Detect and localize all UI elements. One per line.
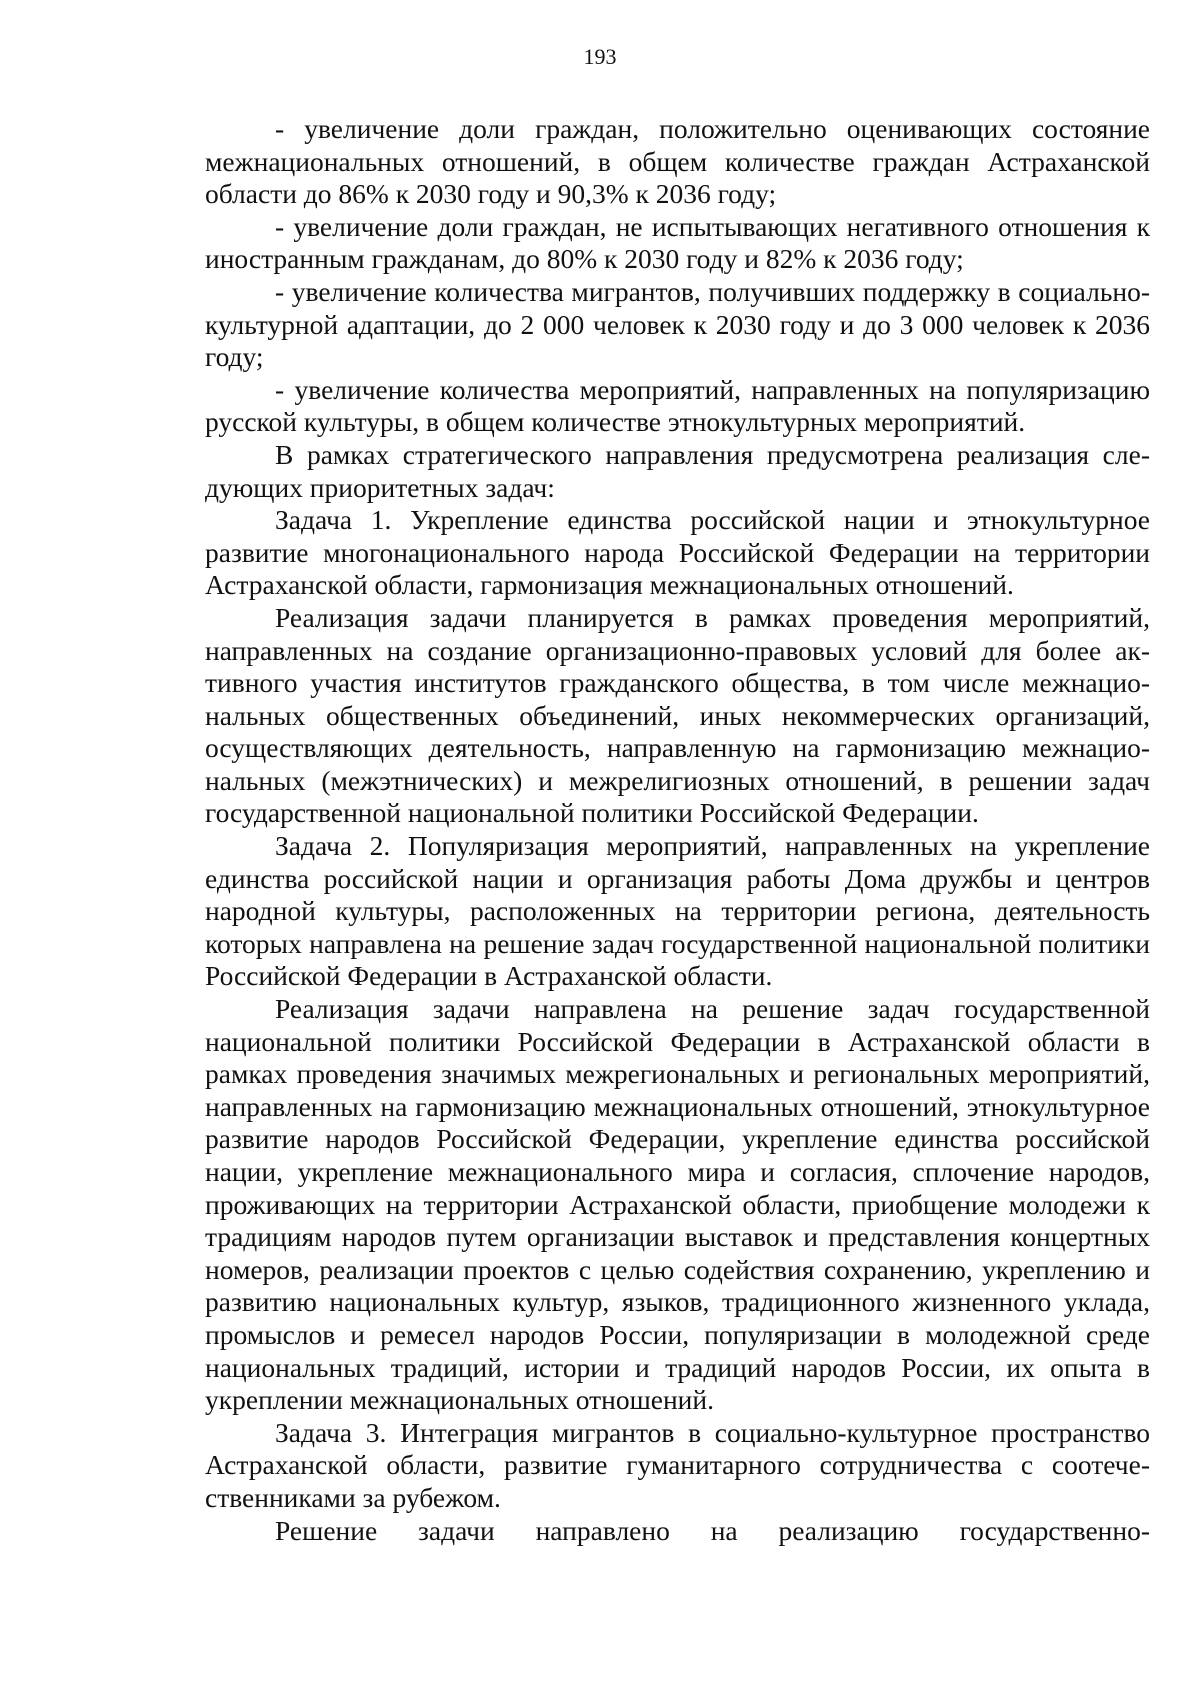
paragraph-task-3-solution: Решение задачи направлено на реализацию государственно-	[275, 1514, 1150, 1546]
paragraph-priority-tasks-intro: В рамках стратегического направления предусмотрена реализация следующих приоритетных задач:	[205, 438, 1150, 503]
document-body	[205, 113, 1150, 1547]
paragraph-goal-foreign-citizens: - увеличение доли граждан, не испытывающих негативного отношения к иностранным гражданам, до 80% к 2030 году и 82% к 2036 году;	[205, 210, 1150, 275]
page-number: 193	[583, 44, 617, 69]
paragraph-task-1-implementation: Реализация задачи планируется в рамках проведения мероприятий, направленных на создание организационно-правовых условий для более активного участия институтов гражданского общества, в том числе межнациональных общественных объединений, иных некоммерческих организаций, осуществляющих деятельность, направленную на гармонизацию межнациональных (межэтнических) и межрелигиозных отношений, в решении задач государственной национальной политики Российской Федерации.	[205, 601, 1150, 829]
paragraph-task-2: Задача 2. Популяризация мероприятий, направленных на укрепление единства российской нации и организация работы Дома дружбы и центров народной культуры, расположенных на территории региона, деятельность которых направлена на решение задач государственной национальной политики Российской Федерации в Астраханской области.	[205, 830, 1150, 992]
paragraph-task-1: Задача 1. Укрепление единства российской нации и этнокультурное развитие многонационального народа Российской Федерации на территории Астраханской области, гармонизация межнациональных отношений.	[205, 504, 1150, 601]
paragraph-goal-interethnic-relations: - увеличение доли граждан, положительно оценивающих состояние межнациональных отношений, в общем количестве граждан Астраханской области до 86% к 2030 году и 90,3% к 2036 году;	[205, 113, 1150, 210]
paragraph-task-2-implementation: Реализация задачи направлена на решение задач государственной национальной политики Российской Федерации в Астраханской области в рамках проведения значимых межрегиональных и региональных мероприятий, направленных на гармонизацию межнациональных отношений, этнокультурное развитие народов Российской Федерации, укрепление единства российской нации, укрепление межнационального мира и согласия, сплочение народов, проживающих на территории Астраханской области, приобщение молодежи к традициям народов путем организации выставок и представления концертных номеров, реализации проектов с целью содействия сохранению, укреплению и развитию национальных культур, языков, традиционного жизненного уклада, промыслов и ремесел народов России, популяризации в молодежной среде национальных традиций, истории и традиций народов России, их опыта в укреплении межнациональных отношений.	[205, 993, 1150, 1416]
paragraph-task-3: Задача 3. Интеграция мигрантов в социально-культурное пространство Астраханской области, развитие гуманитарного сотрудничества с соотечественниками за рубежом.	[205, 1416, 1150, 1513]
paragraph-goal-migrant-adaptation: - увеличение количества мигрантов, получивших поддержку в социально-культурной адаптации, до 2 000 человек к 2030 году и до 3 000 человек к 2036 году;	[205, 275, 1150, 373]
paragraph-goal-russian-culture: - увеличение количества мероприятий, направленных на популяризацию русской культуры, в общем количестве этнокультурных мероприятий.	[205, 373, 1150, 438]
